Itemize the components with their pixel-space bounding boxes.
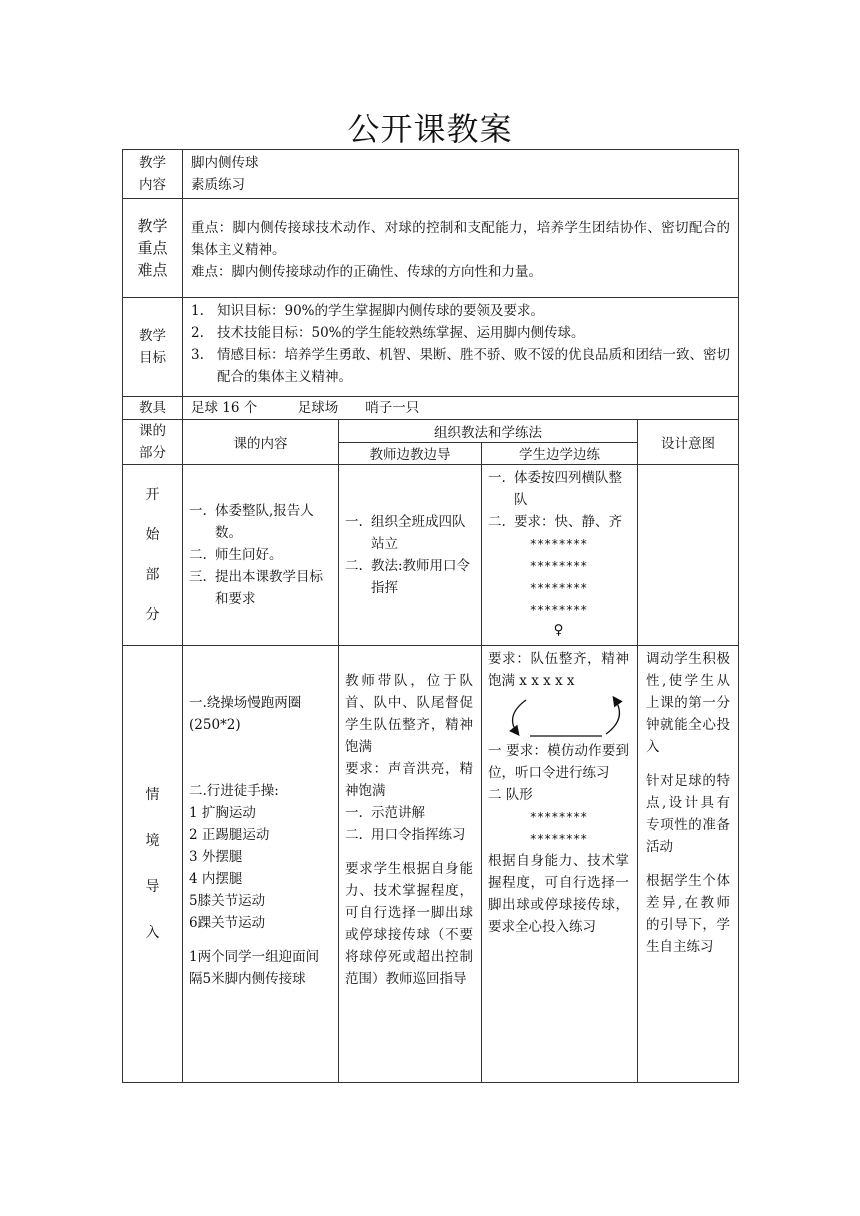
list-item: 6踝关节运动 xyxy=(189,915,266,931)
list-item: 5膝关节运动 xyxy=(189,893,266,909)
row-content xyxy=(123,150,739,199)
equipment-text: 足球 16 个 足球场 哨子一只 xyxy=(183,397,739,420)
intro-student xyxy=(482,646,638,1083)
list-item: 一. 体委按四列横队整队 xyxy=(488,470,622,508)
header-content: 课的内容 xyxy=(183,420,339,465)
student-imitate: 一 要求：模仿动作要到位，听口令进行练习 xyxy=(488,743,629,781)
list-item: 二. 要求：快、静、齐 xyxy=(488,514,622,530)
goals-list xyxy=(183,298,739,397)
design-note: 针对足球的特点,设计具有专项性的准备活动 xyxy=(646,773,730,855)
row-focus xyxy=(123,199,739,298)
start-content xyxy=(183,465,339,646)
list-item: 二. 师生问好。 xyxy=(189,547,283,563)
difficulty-point: 难点：脚内侧传接球动作的正确性、传球的方向性和力量。 xyxy=(191,264,542,280)
teacher-mark: ♀ xyxy=(553,622,564,638)
header-student: 学生边学边练 xyxy=(482,442,638,465)
list-item: 二. 教法:教师用口令指挥 xyxy=(345,558,471,596)
focus-text xyxy=(183,199,739,298)
start-teacher xyxy=(339,465,482,646)
label-content: 教学 内容 xyxy=(123,150,183,199)
teacher-guide: 要求学生根据自身能力、技术掌握程度，可自行选择一脚出球或停球接传球（不要将球停死或超出控制范围）教师巡回指导 xyxy=(345,861,473,987)
key-point: 重点：脚内侧传接球技术动作、对球的控制和支配能力，培养学生团结协作、密切配合的集体主义精神。 xyxy=(191,220,730,258)
label-goals: 教学 目标 xyxy=(123,298,183,397)
header-design: 设计意图 xyxy=(638,420,739,465)
start-student xyxy=(482,465,638,646)
student-req: 要求：队伍整齐，精神饱满 x x x x x xyxy=(488,651,629,689)
row-equipment xyxy=(123,397,739,420)
list-item: 一. 体委整队,报告人数。 xyxy=(189,503,314,541)
start-design xyxy=(638,465,739,646)
formation-row: ******** xyxy=(529,537,588,551)
list-item: 三. 提出本课教学目标和要求 xyxy=(189,569,323,607)
formation-title: 二 队形 xyxy=(488,787,533,803)
list-item: 3. 情感目标：培养学生勇敢、机智、果断、胜不骄、败不馁的优良品质和团结一致、密切配合的集体主义精神。 xyxy=(191,347,730,385)
page-title: 公开课教案 xyxy=(347,110,513,148)
formation-row: ******** xyxy=(529,810,588,824)
list-item: 一. 示范讲解 xyxy=(345,805,425,821)
list-item: 1. 知识目标：90%的学生掌握脚内侧传球的要领及要求。 xyxy=(191,303,545,319)
teacher-lead: 教师带队，位于队首、队中、队尾督促学生队伍整齐，精神饱满 xyxy=(345,673,473,755)
row-intro xyxy=(123,646,739,1083)
gym-title: 二.行进徒手操: xyxy=(189,783,279,799)
list-item: 1 扩胸运动 xyxy=(189,805,256,821)
row-goals xyxy=(123,298,739,397)
formation-row: ******** xyxy=(529,603,588,617)
label-focus: 教学 重点 难点 xyxy=(123,199,183,298)
list-item: 一. 组织全班成四队站立 xyxy=(345,514,466,552)
content-lines: 脚内侧传球 素质练习 xyxy=(183,150,739,199)
intro-teacher xyxy=(339,646,482,1083)
teacher-req: 要求：声音洪亮，精神饱满 xyxy=(345,761,473,799)
intro-design xyxy=(638,646,739,1083)
design-note: 根据学生个体差异,在教师的引导下，学生自主练习 xyxy=(646,873,730,955)
list-item: 二. 用口令指挥练习 xyxy=(345,827,466,843)
pass-drill-text: 1两个同学一组迎面间隔5米脚内侧传接球 xyxy=(189,949,320,987)
list-item: 3 外摆腿 xyxy=(189,849,243,865)
intro-content xyxy=(183,646,339,1083)
header-part: 课的 部分 xyxy=(123,420,183,465)
lesson-plan-table xyxy=(122,149,739,1083)
start-part-label: 开 始 部 分 xyxy=(123,465,183,646)
design-note: 调动学生积极性,使学生从上课的第一分钟就能全心投入 xyxy=(646,651,730,755)
formation-row: ******** xyxy=(529,581,588,595)
student-choose: 根据自身能力、技术掌握程度，可自行选择一脚出球或停球接传球，要求全心投入练习 xyxy=(488,853,629,935)
formation-row: ******** xyxy=(529,832,588,846)
row-header-1 xyxy=(123,420,739,443)
list-item: 4 内摆腿 xyxy=(189,871,243,887)
label-equipment: 教具 xyxy=(123,397,183,420)
intro-part-label: 情 境 导 入 xyxy=(123,646,183,1083)
header-org: 组织教法和学练法 xyxy=(339,420,638,443)
list-item: 2. 技术技能目标：50%的学生能较熟练掌握、运用脚内侧传球。 xyxy=(191,325,585,341)
list-item: 2 正踢腿运动 xyxy=(189,827,270,843)
formation-row: ******** xyxy=(529,559,588,573)
row-start xyxy=(123,465,739,646)
running-route-arrows-icon xyxy=(502,694,632,740)
run-text: 一.绕操场慢跑两圈(250*2) xyxy=(189,695,302,733)
header-teacher: 教师边教边导 xyxy=(339,442,482,465)
